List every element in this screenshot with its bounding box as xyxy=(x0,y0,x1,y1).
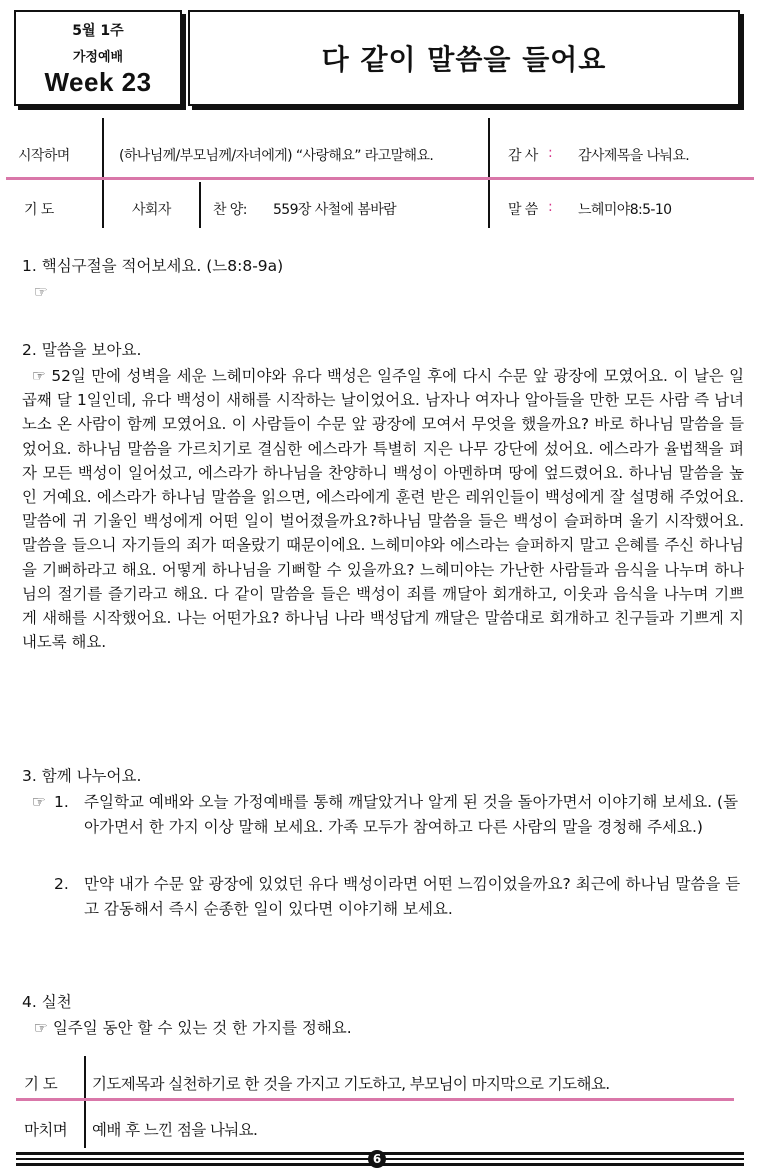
section-3-title: 3. 함께 나누어요. xyxy=(22,767,142,785)
section-3 xyxy=(22,764,744,922)
question-1 xyxy=(22,790,744,840)
section-4 xyxy=(22,990,744,1040)
closing-pink-divider xyxy=(16,1098,734,1101)
question-1-number: 1. xyxy=(54,793,69,812)
closing-prayer-text: 기도제목과 실천하기로 한 것을 가지고 기도하고, 부모님이 마지막으로 기도해요. xyxy=(92,1075,610,1093)
section-2-text: ☞ 52일 만에 성벽을 세운 느헤미야와 유다 백성은 일주일 후에 다시 수문 앞 광장에 모였어요. 이 날은 일곱째 달 1일인데, 유다 백성이 새해를 시작하는 날이었어요. 남자나 여자나 알아들을 만한 모든 사람 즉 남녀노소 온 사람이 함께 모였어요. 이 사람들이 수문 앞 광장에 모여서 무엇을 했을까요? 바로 하나님 말씀을 들었어요. 하나님 말씀을 가르치기로 결심한 에스라가 특별히 지은 나무 강단에 섰어요. 에스라가 율법책을 펴자 모든 백성이 일어섰고, 에스라가 하나님을 찬양하니 백성이 아멘하며 땅에 엎드렸어요. 하나님 말씀을 높인 거예요. 에스라가 하나님 말씀을 읽으면, 에스라에게 훈련 받은 레위인들이 백성에게 잘 설명해 주었어요. 말씀에 귀 기울인 백성에게 어떤 일이 벌어졌을까요?하나님 말씀을 들은 백성이 슬퍼하며 울기 시작했어요. 말씀을 들으니 자기들의 죄가 떠올랐기 때문이에요. 느헤미야와 에스라는 슬퍼하지 말고 은혜를 주신 하나님을 기뻐하라고 해요. 어떻게 하나님을 기뻐할 수 있을까요? 느헤미야는 가난한 사람들과 음식을 나누며 하나님의 절기를 즐기라고 해요. 다 같이 말씀을 들은 백성이 죄를 깨달아 회개하고, 이웃과 음식을 나누며 기쁘게 새해를 시작했어요. 나는 어떤가요? 하나님 나라 백성답게 깨달은 말씀대로 회개하고 친구들과 기쁘게 지내도록 해요. xyxy=(22,367,744,652)
info-divider-1 xyxy=(102,118,104,228)
week-number: Week 23 xyxy=(44,67,152,97)
thanks-colon: : xyxy=(548,145,553,161)
question-2-number: 2. xyxy=(54,875,69,894)
section-4-text: ☞ 일주일 동안 할 수 있는 것 한 가지를 정해요. xyxy=(34,1019,352,1038)
thanks-label: 감 사 xyxy=(508,148,538,164)
hymn-label: 찬 양: xyxy=(213,202,247,218)
section-4-title: 4. 실천 xyxy=(22,993,72,1011)
section-1-title: 1. 핵심구절을 적어보세요. (느8:8-9a) xyxy=(22,257,284,275)
title-box xyxy=(188,10,740,106)
host-label: 사회자 xyxy=(132,202,171,218)
section-2 xyxy=(22,338,744,654)
info-pink-divider xyxy=(6,177,754,180)
info-divider-3 xyxy=(199,182,201,228)
hymn-text: 559장 사철에 봄바람 xyxy=(273,202,397,218)
start-label: 시작하며 xyxy=(18,148,70,164)
question-2-text: 만약 내가 수문 앞 광장에 있었던 유다 백성이라면 어떤 느낌이었을까요? 최근에 하나님 말씀을 듣고 감동해서 즉시 순종한 일이 있다면 이야기해 보세요. xyxy=(84,875,741,919)
thanks-text: 감사제목을 나눠요. xyxy=(578,148,690,164)
word-text: 느헤미야8:5-10 xyxy=(578,202,672,218)
hand-icon: ☞ xyxy=(32,793,46,812)
section-1 xyxy=(22,254,744,304)
week-box xyxy=(14,10,182,106)
question-2 xyxy=(22,872,744,922)
info-divider-2 xyxy=(488,118,490,228)
worship-type: 가정예배 xyxy=(72,50,124,65)
week-date: 5월 1주 xyxy=(72,23,124,39)
start-text: (하나님께/부모님께/자녀에게) “사랑해요” 라고말해요. xyxy=(119,148,434,164)
end-text: 예배 후 느낀 점을 나눠요. xyxy=(92,1121,258,1139)
prayer-label: 기 도 xyxy=(24,202,54,218)
section-2-title: 2. 말씀을 보아요. xyxy=(22,341,142,359)
word-label: 말 씀 xyxy=(508,202,538,218)
section-1-hand-icon: ☞ xyxy=(34,283,48,302)
word-colon: : xyxy=(548,199,553,215)
page-title: 다 같이 말씀을 들어요 xyxy=(321,43,607,76)
closing-prayer-label: 기 도 xyxy=(24,1075,58,1093)
closing-divider xyxy=(84,1056,86,1148)
page-number: 6 xyxy=(368,1150,386,1168)
end-label: 마치며 xyxy=(24,1121,68,1139)
question-1-text: 주일학교 예배와 오늘 가정예배를 통해 깨달았거나 알게 된 것을 돌아가면서 이야기해 보세요. (돌아가면서 한 가지 이상 말해 보세요. 가족 모두가 참여하고 다른 사람의 말을 경청해 주세요.) xyxy=(84,793,739,837)
